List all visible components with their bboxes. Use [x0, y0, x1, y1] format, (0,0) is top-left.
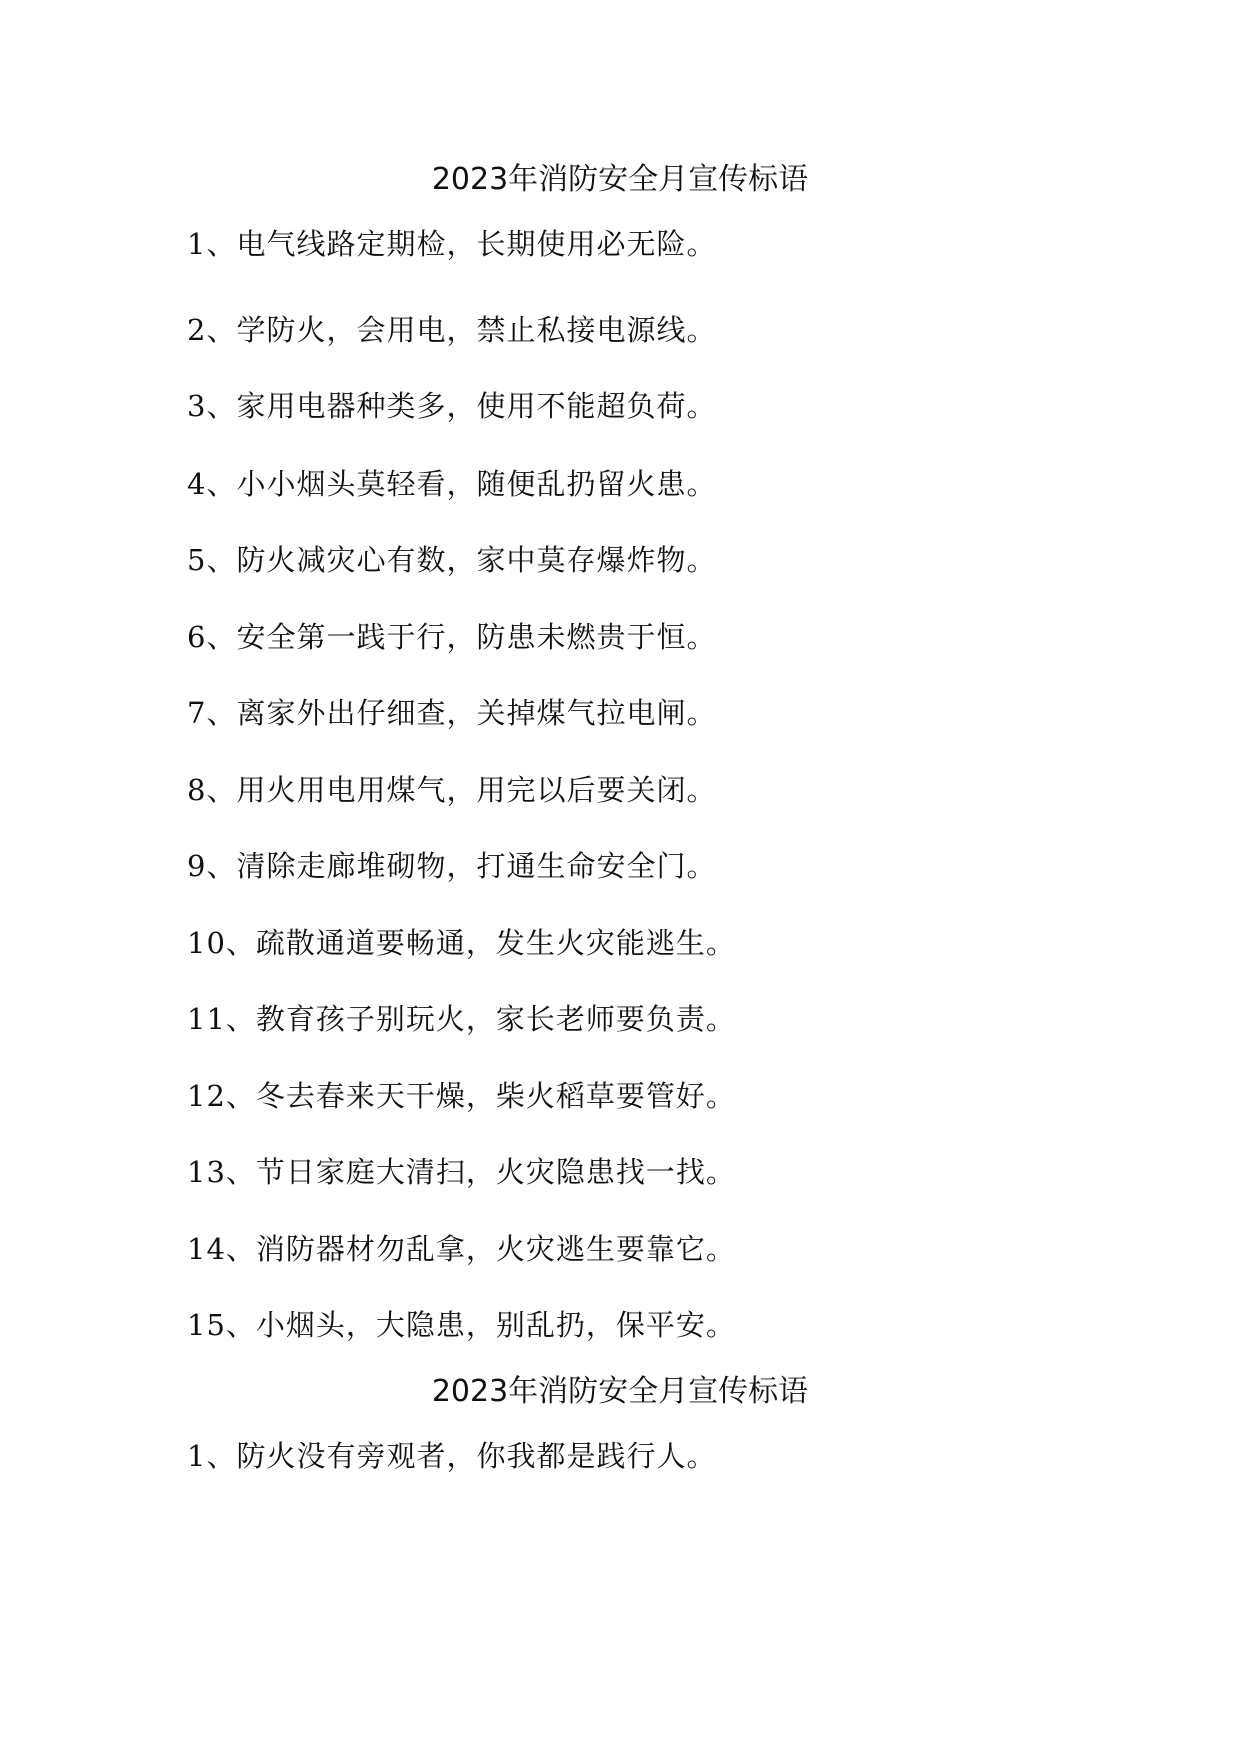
slogan-item: 7、离家外出仔细查，关掉煤气拉电闸。: [187, 696, 717, 730]
slogan-item: 4、小小烟头莫轻看，随便乱扔留火患。: [187, 467, 717, 501]
slogan-item: 8、用火用电用煤气，用完以后要关闭。: [187, 773, 717, 807]
slogan-item: 6、安全第一践于行，防患未燃贵于恒。: [187, 620, 717, 654]
slogan-item: 14、消防器材勿乱拿，火灾逃生要靠它。: [187, 1232, 736, 1266]
slogan-item: 1、防火没有旁观者，你我都是践行人。: [187, 1439, 717, 1473]
slogan-item: 5、防火减灾心有数，家中莫存爆炸物。: [187, 543, 717, 577]
slogan-item: 2、学防火，会用电，禁止私接电源线。: [187, 313, 717, 347]
slogan-item: 3、家用电器种类多，使用不能超负荷。: [187, 389, 717, 423]
slogan-item: 10、疏散通道要畅通，发生火灾能逃生。: [187, 926, 736, 960]
slogan-item: 12、冬去春来天干燥，柴火稻草要管好。: [187, 1079, 736, 1113]
section-title: 2023年消防安全月宣传标语: [431, 162, 809, 197]
slogan-item: 13、节日家庭大清扫，火灾隐患找一找。: [187, 1155, 736, 1189]
slogan-item: 1、电气线路定期检，长期使用必无险。: [187, 227, 717, 261]
slogan-item: 11、教育孩子别玩火，家长老师要负责。: [187, 1002, 736, 1036]
slogan-item: 15、小烟头，大隐患，别乱扔，保平安。: [187, 1308, 736, 1342]
section-title: 2023年消防安全月宣传标语: [431, 1374, 809, 1409]
slogan-item: 9、清除走廊堆砌物，打通生命安全门。: [187, 849, 717, 883]
